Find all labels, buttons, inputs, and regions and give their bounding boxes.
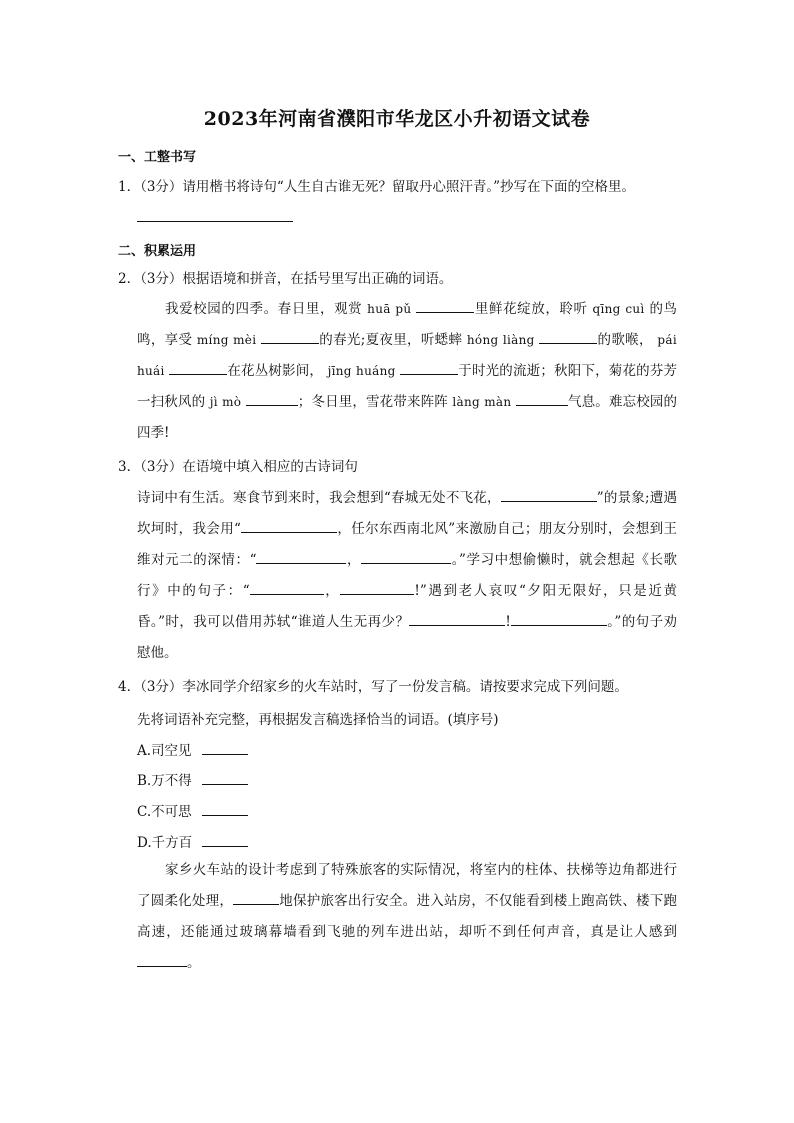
question-4-instruction: 先将词语补充完整，再根据发言稿选择恰当的词语。(填序号): [137, 712, 499, 728]
q3-text: !”遇到老人哀叹“夕阳无限好，只是近黄昏。”时，我可以借用苏轼“谁道人生无再少？: [137, 583, 678, 630]
option-d: [137, 831, 248, 851]
q2-text: 我爱校园的四季。春日里，观赏: [165, 301, 363, 317]
option-a: [137, 739, 248, 759]
answer-blank[interactable]: [202, 832, 248, 847]
answer-blank[interactable]: [539, 329, 597, 344]
q3-text: 。”学习中想偷懒时，就会想起《长歌行》中的句子：“: [137, 552, 678, 599]
pinyin-hint: qīng cuì: [592, 302, 645, 316]
answer-blank[interactable]: [516, 391, 568, 406]
answer-blank[interactable]: [261, 329, 319, 344]
answer-blank[interactable]: [501, 487, 597, 502]
question-4-passage: [137, 855, 677, 979]
answer-blank[interactable]: [137, 952, 187, 967]
q3-text: 诗词中有生活。寒食节到来时，我会想到“春城无处不飞花，: [137, 490, 501, 506]
pinyin-hint: hóng liàng: [466, 333, 535, 347]
option-label: C.不可思: [137, 804, 192, 820]
pinyin-hint: pái huái: [137, 333, 677, 378]
q2-text: ；冬日里，雪花带来阵阵: [297, 394, 448, 410]
q2-text: 的歌喉，: [597, 332, 653, 348]
question-1-answer-blank[interactable]: [137, 221, 293, 222]
q2-text: 气息。难忘校园的四季!: [137, 394, 678, 441]
q4-text: 。: [187, 955, 201, 971]
answer-blank[interactable]: [241, 518, 337, 533]
option-label: D.千方百: [137, 835, 193, 851]
page-title: 2023年河南省濮阳市华龙区小升初语文试卷: [203, 108, 591, 130]
option-label: A.司空见: [137, 743, 192, 759]
q2-text: 于时光的流逝；秋阳下，菊花的芬芳一扫秋风的: [137, 363, 678, 410]
answer-blank[interactable]: [416, 298, 474, 313]
q2-text: 里鲜花绽放，聆听: [474, 301, 588, 317]
q3-text: ，: [346, 552, 362, 568]
question-3-stem: 3．（3分）在语境中填入相应的古诗词句: [118, 459, 358, 475]
option-c: [137, 800, 248, 820]
question-4-stem: 4．（3分）李冰同学介绍家乡的火车站时，写了一份发言稿。请按要求完成下列问题。: [118, 679, 628, 695]
q3-text: !: [505, 614, 511, 630]
answer-blank[interactable]: [202, 740, 248, 755]
pinyin-hint: làng màn: [452, 395, 512, 409]
answer-blank[interactable]: [400, 360, 458, 375]
q2-text: 的春光;夏夜里，听蟋蟀: [318, 332, 463, 348]
q3-text: 。”的句子劝慰他。: [137, 614, 678, 661]
pinyin-hint: jì mò: [209, 395, 242, 409]
answer-blank[interactable]: [409, 611, 505, 626]
answer-blank[interactable]: [202, 770, 248, 785]
q3-text: ，任尔东西南北风”来激励自己；朋友分别时，会想到王维对元二的深情：“: [137, 521, 678, 568]
q4-text: 地保护旅客出行安全。进入站房，不仅能看到楼上跑高铁、楼下跑高速，还能通过玻璃幕墙看到飞驰的列车进出站，却听不到任何声音，真是让人感到: [137, 893, 678, 940]
answer-blank[interactable]: [233, 890, 279, 905]
pinyin-hint: huā pǔ: [367, 302, 412, 316]
answer-blank[interactable]: [250, 580, 324, 595]
answer-blank[interactable]: [340, 580, 414, 595]
answer-blank[interactable]: [256, 549, 346, 564]
question-2-passage: [137, 294, 677, 449]
answer-blank[interactable]: [202, 801, 248, 816]
q3-text: ”的景象;遭遇坎坷时，我会用“: [137, 490, 677, 537]
pinyin-hint: míng mèi: [196, 333, 257, 347]
option-b: [137, 769, 248, 789]
q2-text: 的鸟鸣，享受: [137, 301, 678, 348]
question-1-stem: 1．（3分）请用楷书将诗句“人生自古谁无死？留取丹心照汗青。”抄写在下面的空格里。: [118, 179, 635, 195]
answer-blank[interactable]: [361, 549, 451, 564]
answer-blank[interactable]: [169, 360, 227, 375]
section-heading-2: 二、积累运用: [118, 244, 197, 259]
option-label: B.万不得: [137, 773, 192, 789]
question-3-passage: [137, 483, 677, 669]
q2-text: 在花丛树影间，: [227, 363, 324, 379]
section-heading-1: 一、工整书写: [118, 150, 197, 165]
answer-blank[interactable]: [511, 611, 607, 626]
q3-text: ，: [323, 583, 341, 599]
q4-text: 家乡火车站的设计考虑到了特殊旅客的实际情况，将室内的柱体、扶梯等边角都进行了圆柔化处理，: [137, 862, 677, 909]
pinyin-hint: jīng huáng: [327, 364, 396, 378]
question-2-stem: 2．（3分）根据语境和拼音，在括号里写出正确的词语。: [118, 271, 453, 287]
answer-blank[interactable]: [246, 391, 298, 406]
